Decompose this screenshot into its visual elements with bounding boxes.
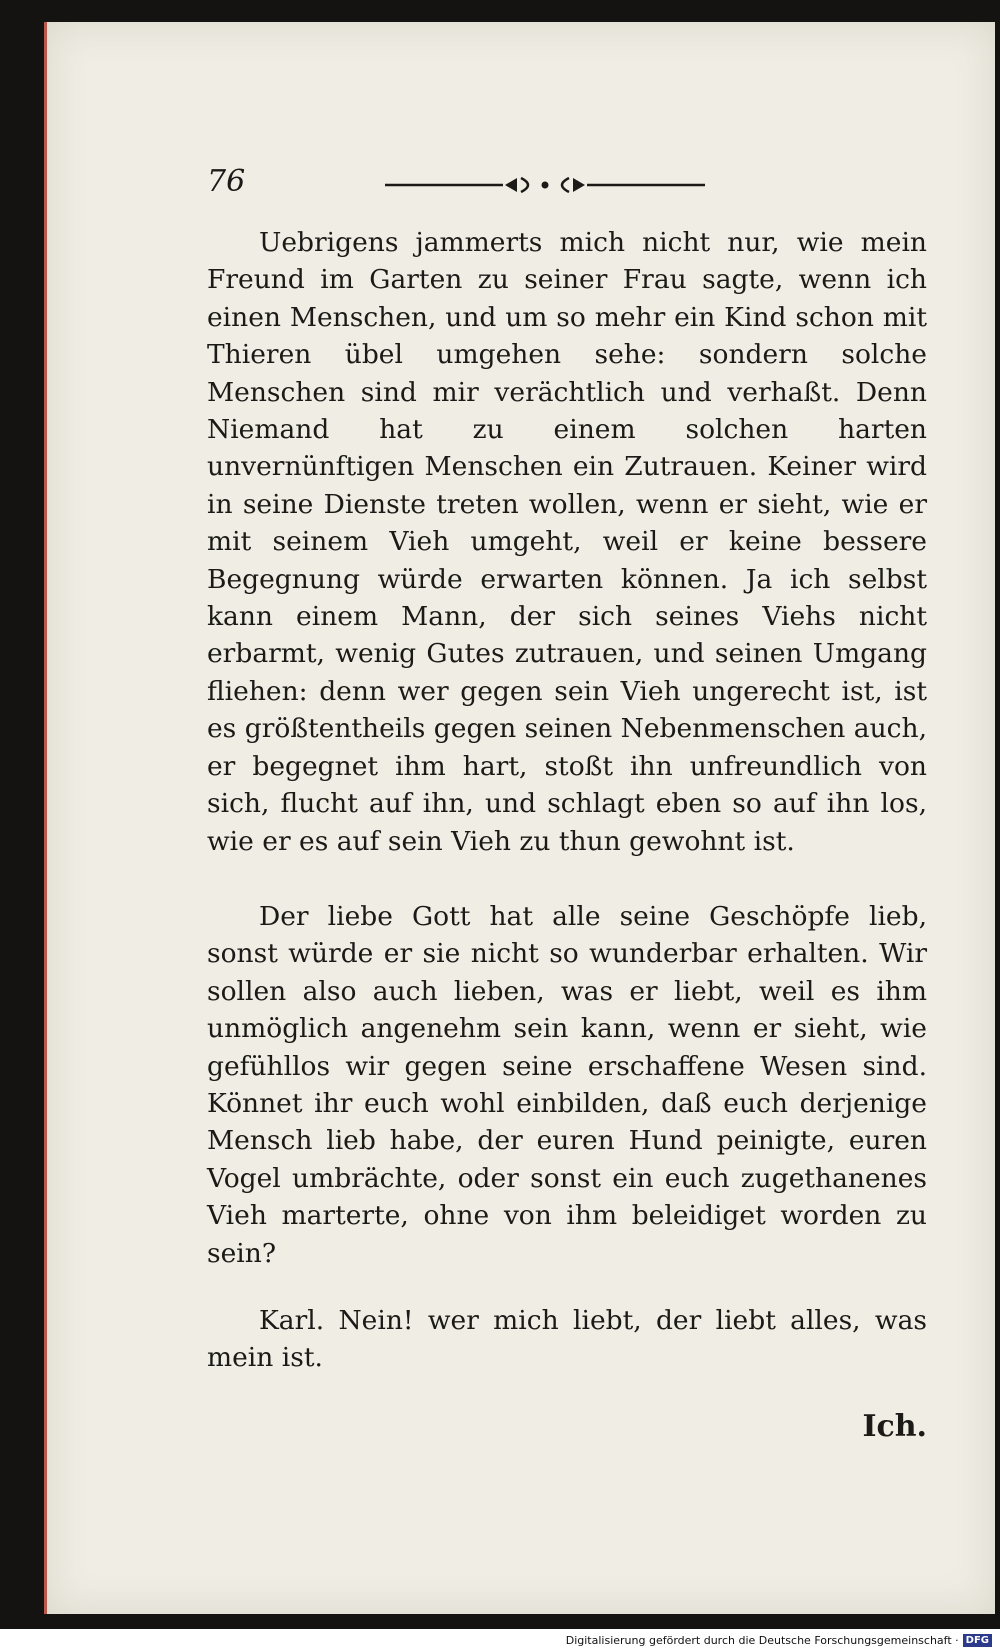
header-ornament-icon <box>385 174 705 196</box>
page-header <box>207 162 927 210</box>
paragraph-3: Karl. Nein! wer mich liebt, der liebt alles, was mein ist. <box>207 1304 927 1374</box>
page-text-block <box>207 162 927 1444</box>
signature: Ich. <box>862 1408 927 1444</box>
dfg-logo-icon: DFG <box>963 1634 992 1647</box>
digitization-footer <box>0 1629 1000 1651</box>
page-number: 76 <box>207 164 246 199</box>
footer-credit: Digitalisierung gefördert durch die Deutsche Forschungsgemeinschaft · <box>565 1633 959 1647</box>
paragraph-2: Der liebe Gott hat alle seine Geschöpfe lieb, sonst würde er sie nicht so wunderbar erhalten. Wir sollen also auch lieben, was er liebt, weil es ihm unmöglich angenehm sein kann, wenn er sieht, wie gefühllos wir gegen seine erschaffene Wesen sind. Könnet ihr euch wohl einbilden, daß euch derjenige Mensch lieb habe, der euren Hund peinigte, euren Vogel umbrächte, oder sonst ein euch zugethanenes Vieh marterte, ohne von ihm beleidiget worden zu sein? <box>207 900 927 1269</box>
book-page <box>44 22 995 1614</box>
paragraph-1: Uebrigens jammerts mich nicht nur, wie mein Freund im Garten zu seiner Frau sagte, wenn ich einen Menschen, und um so mehr ein Kind schon mit Thieren übel umgehen sehe: sondern solche Menschen sind mir verächtlich und verhaßt. Denn Niemand hat zu einem solchen harten unvernünftigen Menschen ein Zutrauen. Keiner wird in seine Dienste treten wollen, wenn er sieht, wie er mit seinem Vieh umgeht, weil er keine bessere Begegnung würde erwarten können. Ja ich selbst kann einem Mann, der sich seines Viehs nicht erbarmt, wenig Gutes zutrauen, und seinen Umgang fliehen: denn wer gegen sein Vieh ungerecht ist, ist es größtentheils gegen seinen Nebenmenschen auch, er begegnet ihm hart, stoßt ihn unfreundlich von sich, flucht auf ihn, und schlagt eben so auf ihn los, wie er es auf sein Vieh zu thun gewohnt ist. <box>207 227 927 857</box>
